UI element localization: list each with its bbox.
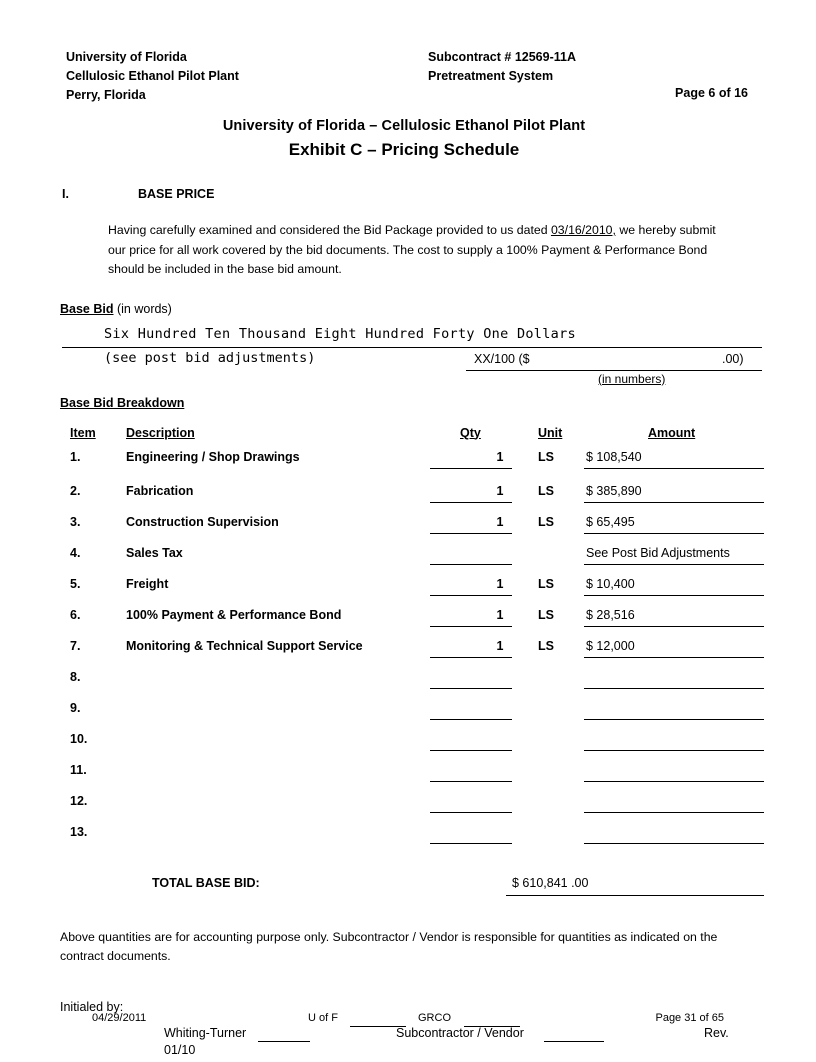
total-value[interactable]: $ 610,841 .00 — [512, 875, 589, 890]
whiting-turner-label: Whiting-Turner — [164, 1025, 247, 1040]
row-description: Fabrication — [126, 483, 194, 498]
row-amount-rule — [584, 626, 764, 627]
table-row — [60, 823, 768, 854]
base-bid-heading — [60, 302, 748, 316]
row-number: 13. — [70, 824, 88, 839]
header-left-block — [66, 48, 239, 105]
column-header-amount: Amount — [648, 425, 696, 440]
header-location: Perry, Florida — [66, 88, 146, 102]
row-amount[interactable]: $ 65,495 — [586, 514, 635, 529]
total-rule — [506, 895, 764, 896]
row-amount-rule — [584, 468, 764, 469]
row-qty[interactable]: 1 — [496, 607, 504, 622]
row-amount-rule — [584, 812, 764, 813]
row-amount-rule — [584, 564, 764, 565]
table-row — [60, 699, 768, 730]
document-title-block — [60, 118, 748, 160]
row-description: Monitoring & Technical Support Service — [126, 638, 363, 653]
rev-label: Rev. — [704, 1025, 729, 1040]
footer-page-number: Page 31 of 65 — [655, 1012, 724, 1024]
base-bid-number-rule — [466, 370, 762, 371]
header-system-name: Pretreatment System — [428, 69, 554, 83]
row-description: Engineering / Shop Drawings — [126, 449, 300, 464]
row-qty-rule — [430, 750, 512, 751]
table-row — [60, 606, 768, 637]
base-bid-words-value: Six Hundred Ten Thousand Eight Hundred Forty One Dollars — [104, 325, 576, 342]
row-unit: LS — [538, 449, 554, 464]
row-qty-rule — [430, 781, 512, 782]
row-number: 10. — [70, 731, 88, 746]
page-title: University of Florida – Cellulosic Ethanol Pilot Plant — [222, 118, 586, 134]
row-qty-rule — [430, 533, 512, 534]
row-qty-rule — [430, 626, 512, 627]
table-header-row — [60, 426, 768, 448]
table-row — [60, 637, 768, 668]
initialed-by-label: Initialed by: — [60, 999, 124, 1014]
footer-date: 04/29/2011 — [92, 1012, 147, 1024]
footer-grco-field[interactable] — [464, 1026, 520, 1027]
paragraph-part-1: Having carefully examined and considered the Bid Package provided to us dated — [108, 223, 551, 237]
row-qty-rule — [430, 688, 512, 689]
table-row — [60, 668, 768, 699]
base-bid-cents-prefix: XX/100 ($ — [474, 351, 530, 366]
row-qty[interactable]: 1 — [496, 514, 504, 529]
row-unit: LS — [538, 607, 554, 622]
row-qty[interactable]: 1 — [496, 449, 504, 464]
bid-package-date: 03/16/2010, — [550, 223, 616, 237]
row-number: 7. — [70, 638, 81, 653]
row-unit: LS — [538, 576, 554, 591]
row-number: 3. — [70, 514, 81, 529]
row-number: 8. — [70, 669, 81, 684]
base-bid-words-block — [62, 325, 748, 386]
header-owner: University of Florida — [66, 50, 187, 64]
subcontractor-initial-field[interactable] — [544, 1041, 604, 1042]
row-unit: LS — [538, 638, 554, 653]
row-number: 9. — [70, 700, 81, 715]
page-subtitle: Exhibit C – Pricing Schedule — [288, 140, 520, 159]
table-row — [60, 544, 768, 575]
total-label: TOTAL BASE BID: — [152, 875, 260, 890]
whiting-turner-initial-field[interactable] — [258, 1041, 310, 1042]
row-qty-rule — [430, 468, 512, 469]
table-row — [60, 513, 768, 544]
paragraph-part-2: we hereby submit our price for all work covered by the bid documents. The cost to supply a 100% Payment & Performance Bond should be included in the base bid amount. — [108, 223, 716, 276]
row-qty-rule — [430, 502, 512, 503]
row-amount[interactable]: $ 12,000 — [586, 638, 635, 653]
total-row — [60, 876, 768, 904]
row-description: 100% Payment & Performance Bond — [126, 607, 342, 622]
table-row — [60, 482, 768, 513]
row-number: 12. — [70, 793, 88, 808]
table-row — [60, 575, 768, 606]
page-footer — [60, 1012, 748, 1030]
row-amount-rule — [584, 688, 764, 689]
section-number: I. — [62, 187, 69, 201]
row-qty[interactable]: 1 — [496, 576, 504, 591]
row-qty-rule — [430, 843, 512, 844]
pricing-table — [60, 426, 768, 904]
row-qty-rule — [430, 564, 512, 565]
section-label: BASE PRICE — [138, 187, 215, 201]
table-row — [60, 448, 768, 482]
quantities-note: Above quantities are for accounting purpose only. Subcontractor / Vendor is responsible for quantities as indicated on the contract documents. — [60, 929, 718, 963]
table-row — [60, 730, 768, 761]
subcontractor-label: Subcontractor / Vendor — [396, 1025, 524, 1040]
row-amount-rule — [584, 595, 764, 596]
section-heading — [60, 187, 748, 205]
row-description: Construction Supervision — [126, 514, 279, 529]
table-row — [60, 792, 768, 823]
row-amount-rule — [584, 502, 764, 503]
footer-uof-label: U of F — [308, 1012, 338, 1024]
row-number: 6. — [70, 607, 81, 622]
row-number: 2. — [70, 483, 81, 498]
row-amount[interactable]: $ 10,400 — [586, 576, 635, 591]
base-bid-cents-suffix: .00) — [722, 351, 744, 366]
base-bid-words-second-line — [62, 348, 762, 386]
row-amount[interactable]: See Post Bid Adjustments — [586, 545, 730, 560]
header-project: Cellulosic Ethanol Pilot Plant — [66, 69, 239, 83]
row-amount-rule — [584, 533, 764, 534]
row-unit: LS — [538, 514, 554, 529]
row-amount[interactable]: $ 28,516 — [586, 607, 635, 622]
page-header — [60, 48, 748, 106]
column-header-item: Item — [70, 425, 96, 440]
column-header-unit: Unit — [538, 425, 563, 440]
row-amount-rule — [584, 843, 764, 844]
footer-grco-label: GRCO — [418, 1012, 451, 1024]
row-qty[interactable]: 1 — [496, 638, 504, 653]
row-amount[interactable]: $ 108,540 — [586, 449, 642, 464]
base-bid-suffix: (in words) — [113, 301, 172, 316]
base-bid-note: (see post bid adjustments) — [104, 349, 316, 366]
row-amount-rule — [584, 781, 764, 782]
row-qty[interactable]: 1 — [496, 483, 504, 498]
row-amount[interactable]: $ 385,890 — [586, 483, 642, 498]
header-subcontract-number: Subcontract # 12569-11A — [428, 50, 576, 64]
section-paragraph — [108, 221, 728, 280]
row-number: 1. — [70, 449, 81, 464]
row-qty-rule — [430, 719, 512, 720]
row-qty-rule — [430, 812, 512, 813]
base-bid-breakdown-label: Base Bid Breakdown — [60, 395, 185, 410]
footer-uof-field[interactable] — [350, 1026, 406, 1027]
row-number: 5. — [70, 576, 81, 591]
row-number: 4. — [70, 545, 81, 560]
row-description: Sales Tax — [126, 545, 183, 560]
row-number: 11. — [70, 762, 87, 777]
row-description: Freight — [126, 576, 169, 591]
header-mid-block — [428, 48, 576, 86]
table-row — [60, 761, 768, 792]
header-page-label: Page 6 of 16 — [675, 86, 748, 100]
signature-row — [60, 1026, 748, 1062]
row-unit: LS — [538, 483, 554, 498]
row-amount-rule — [584, 719, 764, 720]
row-qty-rule — [430, 657, 512, 658]
row-qty-rule — [430, 595, 512, 596]
column-header-description: Description — [126, 425, 195, 440]
base-bid-words-field[interactable] — [62, 326, 762, 348]
row-amount-rule — [584, 657, 764, 658]
column-header-qty: Qty — [460, 425, 481, 440]
in-numbers-label: (in numbers) — [598, 371, 666, 386]
revision-date: 01/10 — [164, 1042, 196, 1057]
base-bid-label: Base Bid — [60, 301, 114, 316]
row-amount-rule — [584, 750, 764, 751]
